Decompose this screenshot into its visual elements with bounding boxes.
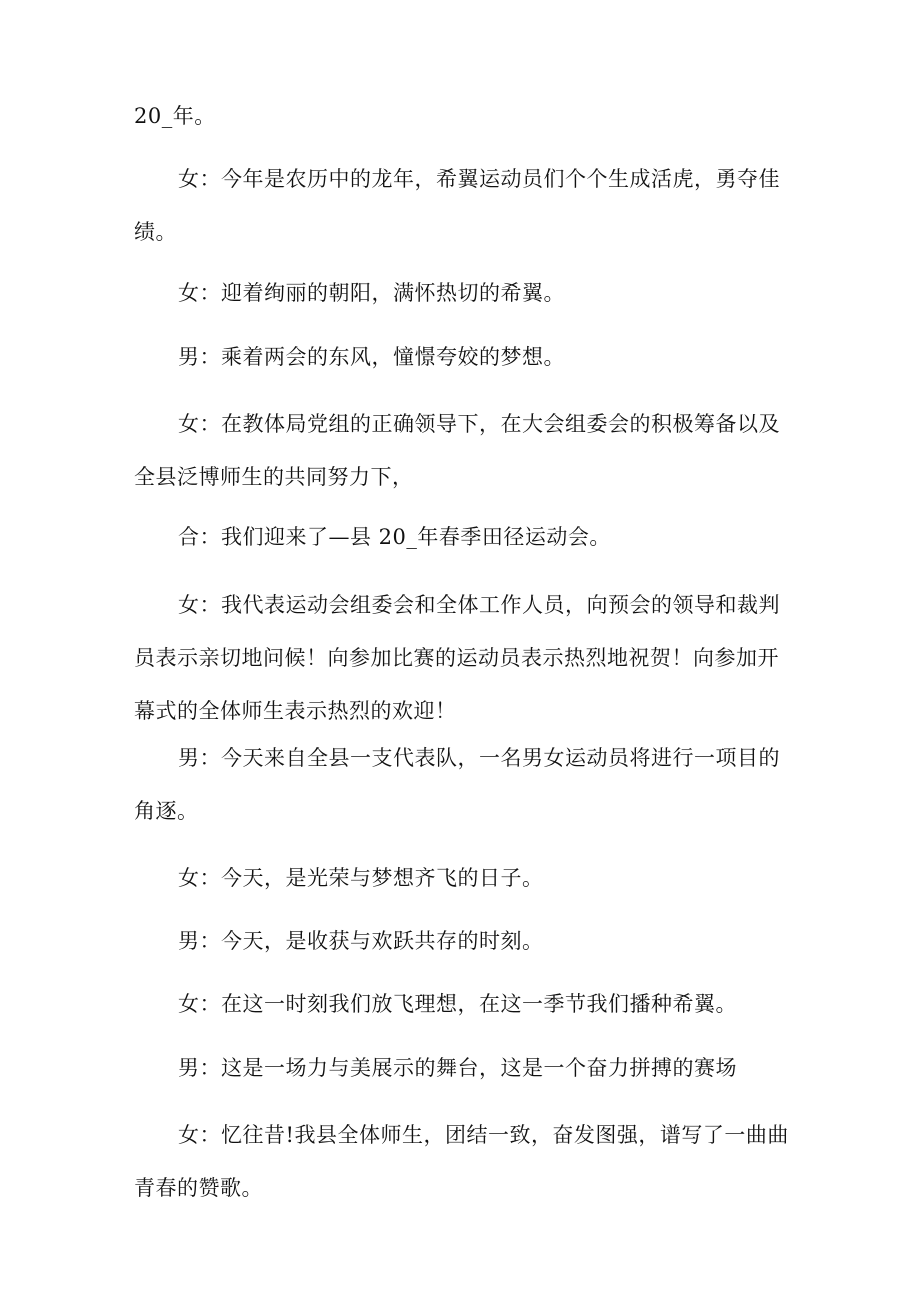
paragraph-ideals (134, 978, 794, 1031)
text-line: 女：在这一时刻我们放飞理想，在这一季节我们播种希翼。 (178, 992, 737, 1016)
text-line: 男：今天，是收获与欢跃共存的时刻。 (178, 929, 544, 953)
paragraph-dragon-year (134, 153, 794, 259)
text-line: 绩。 (134, 220, 177, 244)
text-line: 合：我们迎来了—县 20_年春季田径运动会。 (178, 525, 611, 549)
paragraph-leadership (134, 398, 794, 504)
paragraph-stage (134, 1042, 794, 1095)
paragraph-glory (134, 852, 794, 905)
text-line: 青春的赞歌。 (134, 1176, 263, 1200)
paragraph-harvest (134, 915, 794, 968)
text-line: 男：乘着两会的东风，憧憬夸姣的梦想。 (178, 345, 565, 369)
paragraph-greetings (134, 579, 794, 738)
text-line: 女：我代表运动会组委会和全体工作人员，向预会的领导和裁判 (178, 593, 780, 617)
text-line: 全县泛博师生的共同努力下， (134, 465, 414, 489)
text-line: 20_年。 (134, 104, 216, 128)
paragraph-east-wind (134, 331, 794, 384)
paragraph-sports-meet (134, 511, 794, 564)
text-line: 女：在教体局党组的正确领导下，在大会组委会的积极筹备以及 (178, 412, 780, 436)
paragraph-competition (134, 732, 794, 838)
text-line: 员表示亲切地问候！向参加比赛的运动员表示热烈地祝贺！向参加开 (134, 646, 779, 670)
text-line: 女：今天，是光荣与梦想齐飞的日子。 (178, 866, 544, 890)
text-line: 男：今天来自全县一支代表队，一名男女运动员将进行一项目的 (178, 746, 780, 770)
text-line: 女：迎着绚丽的朝阳，满怀热切的希翼。 (178, 281, 565, 305)
text-line: 角逐。 (134, 799, 199, 823)
text-line: 女：今年是农历中的龙年，希翼运动员们个个生成活虎，勇夺佳 (178, 167, 780, 191)
paragraph-year (134, 90, 794, 143)
text-line: 幕式的全体师生表示热烈的欢迎！ (134, 699, 457, 723)
text-line: 女：忆往昔!我县全体师生，团结一致，奋发图强，谱写了一曲曲 (178, 1123, 789, 1147)
paragraph-morning-sun (134, 267, 794, 320)
text-line: 男：这是一场力与美展示的舞台，这是一个奋力拼搏的赛场 (178, 1056, 737, 1080)
paragraph-past (134, 1109, 794, 1215)
